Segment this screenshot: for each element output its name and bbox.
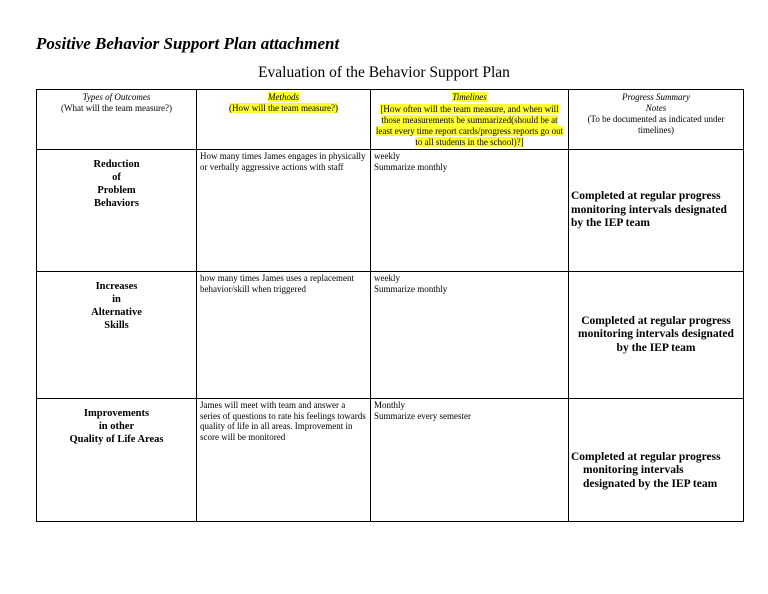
header-methods-subtitle: (How will the team measure?) bbox=[229, 103, 338, 113]
progress-line: by the IEP team bbox=[616, 341, 696, 354]
method-cell bbox=[197, 272, 371, 399]
outcome-line: Increases bbox=[95, 281, 138, 292]
method-cell bbox=[197, 399, 371, 522]
header-outcomes bbox=[37, 90, 197, 150]
progress-cell bbox=[569, 272, 744, 399]
outcome-line: Alternative bbox=[91, 307, 142, 318]
outcome-line: in other bbox=[98, 421, 135, 432]
header-timelines-subtitle: [How often will the team measure, and when will those measurements be summarized(should be at least every time report cards/progress reports go out to all students in the school)?] bbox=[375, 104, 564, 147]
outcome-cell bbox=[37, 399, 197, 522]
header-timelines-title: Timelines bbox=[452, 92, 487, 102]
table-title: Evaluation of the Behavior Support Plan bbox=[258, 64, 510, 81]
header-timelines bbox=[371, 90, 569, 150]
progress-cell bbox=[569, 399, 744, 522]
table-row bbox=[37, 399, 744, 522]
progress-line: monitoring intervals designated bbox=[578, 328, 734, 341]
method-text: how many times James uses a replacement behavior/skill when triggered bbox=[200, 273, 354, 294]
outcome-cell bbox=[37, 150, 197, 272]
outcome-line: Problem bbox=[97, 185, 136, 196]
timeline-frequency: Monthly bbox=[374, 400, 406, 410]
outcome-line: Improvements bbox=[83, 408, 150, 419]
progress-line: designated by the IEP team bbox=[583, 477, 718, 490]
outcome-line: Quality of Life Areas bbox=[69, 434, 164, 445]
header-methods bbox=[197, 90, 371, 150]
document-title: Positive Behavior Support Plan attachment bbox=[36, 34, 340, 53]
method-cell bbox=[197, 150, 371, 272]
header-progress-title: Progress Summary bbox=[621, 92, 691, 102]
header-methods-title: Methods bbox=[268, 92, 299, 102]
timeline-frequency: weekly bbox=[374, 151, 400, 161]
progress-line: by the IEP team bbox=[571, 217, 650, 230]
header-row bbox=[37, 90, 744, 150]
outcome-line: Reduction bbox=[93, 159, 140, 170]
timeline-cell bbox=[371, 399, 569, 522]
progress-line: monitoring intervals bbox=[583, 464, 684, 477]
table-row bbox=[37, 272, 744, 399]
outcome-line: Skills bbox=[104, 320, 129, 331]
outcome-cell bbox=[37, 272, 197, 399]
timeline-summary: Summarize every semester bbox=[374, 410, 471, 421]
header-outcomes-title: Types of Outcomes bbox=[82, 92, 151, 102]
header-progress bbox=[569, 90, 744, 150]
timeline-cell bbox=[371, 150, 569, 272]
progress-line: Completed at regular progress bbox=[581, 314, 731, 327]
outcome-line: of bbox=[112, 172, 121, 183]
timeline-frequency: weekly bbox=[374, 273, 400, 283]
method-text: James will meet with team and answer a series of questions to rate his feelings towards quality of life in all areas. Improvement in score will be monitored bbox=[200, 400, 366, 442]
evaluation-table bbox=[36, 89, 744, 522]
timeline-summary: Summarize monthly bbox=[374, 161, 448, 172]
header-progress-subtitle: (To be documented as indicated under timelines) bbox=[587, 114, 725, 135]
timeline-cell bbox=[371, 272, 569, 399]
method-text: How many times James engages in physically or verbally aggressive actions with staff bbox=[200, 151, 366, 172]
header-outcomes-subtitle: (What will the team measure?) bbox=[61, 103, 172, 113]
header-progress-notes: Notes bbox=[645, 103, 667, 113]
progress-cell bbox=[569, 150, 744, 272]
timeline-summary: Summarize monthly bbox=[374, 283, 448, 294]
outcome-line: in bbox=[112, 294, 121, 305]
progress-line: Completed at regular progress bbox=[571, 450, 721, 463]
progress-line: Completed at regular progress bbox=[571, 190, 721, 203]
progress-line: monitoring intervals designated bbox=[571, 203, 727, 216]
table-row bbox=[37, 150, 744, 272]
outcome-line: Behaviors bbox=[94, 198, 139, 209]
